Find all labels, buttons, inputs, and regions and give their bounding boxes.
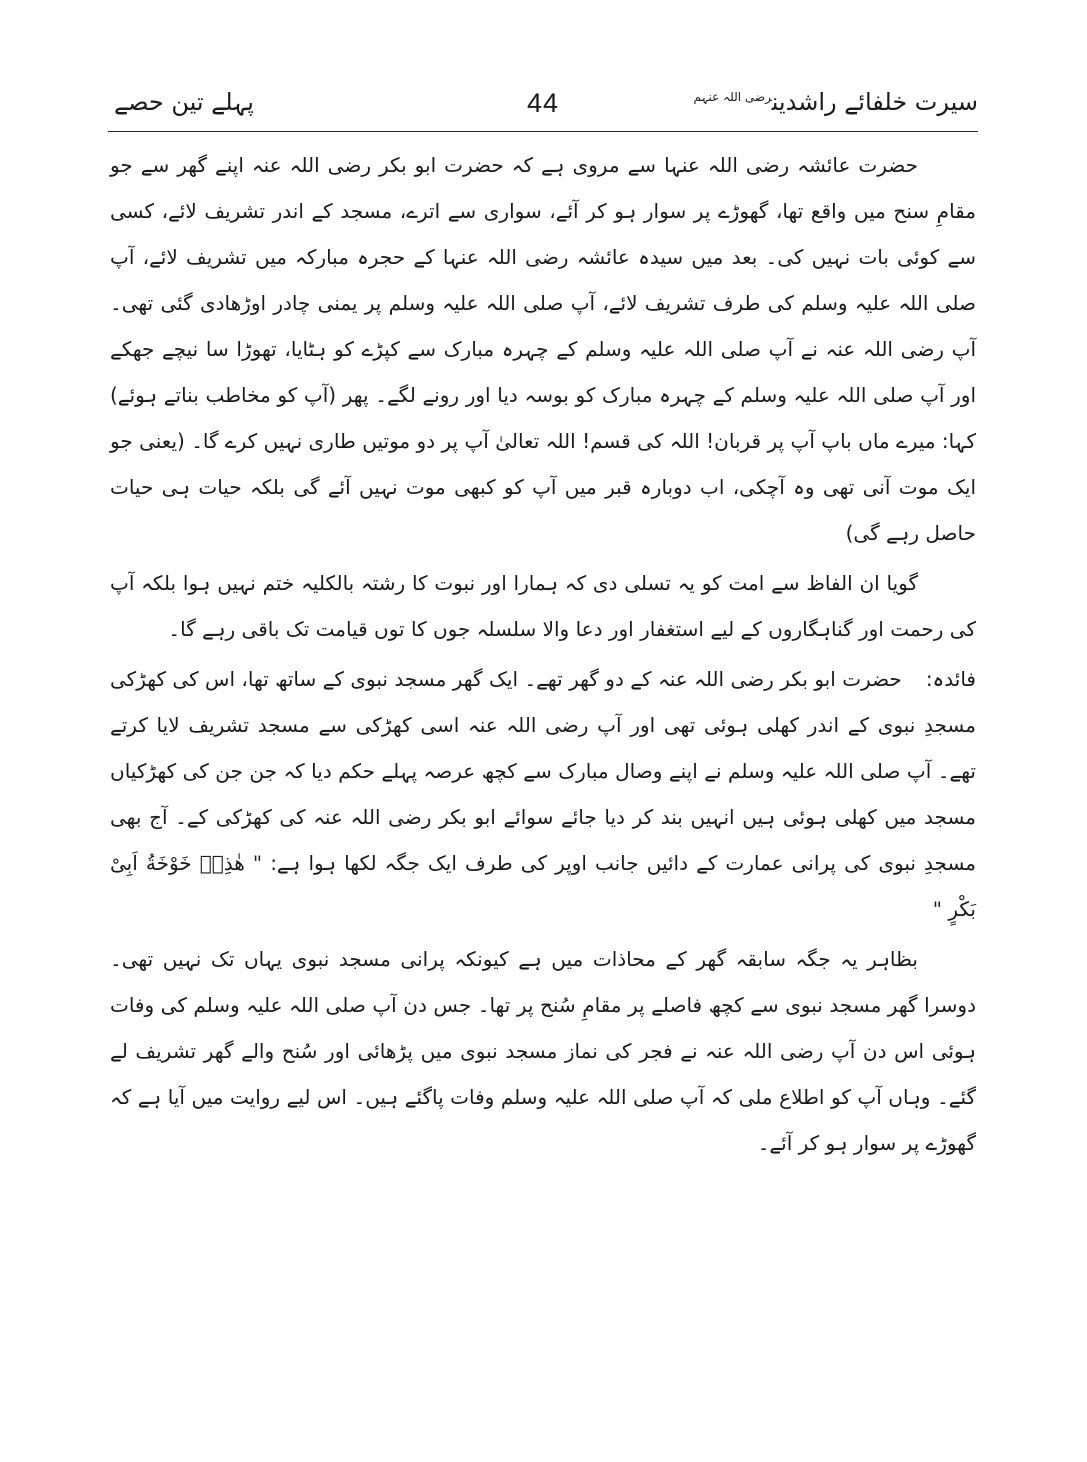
- book-title-text: سیرت خلفائے راشدین: [771, 88, 978, 116]
- paragraph-2: گویا ان الفاظ سے امت کو یہ تسلی دی کہ ہمارا اور نبوت کا رشتہ بالکلیہ ختم نہیں ہوا بلکہ آپ کی رحمت اور گناہگاروں کے لیے استغفار اور دعا والا سلسلہ جوں کا توں قیامت تک باقی رہے گا۔: [110, 571, 976, 641]
- paragraph-4: بظاہر یہ جگہ سابقہ گھر کے محاذات میں ہے کیونکہ پرانی مسجد نبوی یہاں تک نہیں تھی۔ دوسرا گھر مسجد نبوی سے کچھ فاصلے پر مقامِ سُنح پر تھا۔ جس دن آپ صلی اللہ علیہ وسلم کی وفات ہوئی اس دن آپ رضی اللہ عنہ نے فجر کی نماز مسجد نبوی میں پڑھائی اور سُنح والے گھر تشریف لے گئے۔ وہاں آپ کو اطلاع ملی کہ آپ صلی اللہ علیہ وسلم وفات پاگئے ہیں۔ اس لیے روایت میں آیا ہے کہ گھوڑے پر سوار ہو کر آئے۔: [110, 947, 976, 1155]
- page-header: [108, 86, 978, 126]
- arabic-inscription: " هٰذِهٖ خَوْخَةُ اَبِیْ بَکْرٍ ": [110, 851, 976, 921]
- header-divider: [108, 131, 978, 132]
- note-label: فائدہ:: [925, 667, 976, 691]
- paragraph-3: [110, 656, 976, 932]
- paragraph-1: حضرت عائشہ رضی اللہ عنہا سے مروی ہے کہ حضرت ابو بکر رضی اللہ عنہ اپنے گھر سے جو مقامِ سنح میں واقع تھا، گھوڑے پر سوار ہو کر آئے، سواری سے اترے، مسجد کے اندر تشریف لائے، کسی سے کوئی بات نہیں کی۔ بعد میں سیدہ عائشہ رضی اللہ عنہا کے حجرہ مبارکہ میں تشریف لائے، آپ صلی اللہ علیہ وسلم کی طرف تشریف لائے، آپ صلی اللہ علیہ وسلم پر یمنی چادر اوڑھادی گئی تھی۔ آپ رضی اللہ عنہ نے آپ صلی اللہ علیہ وسلم کے چہرہ مبارک سے کپڑے کو ہٹایا، تھوڑا سا نیچے جھکے اور آپ صلی اللہ علیہ وسلم کے چہرہ مبارک کو بوسہ دیا اور رونے لگے۔ پھر (آپ کو مخاطب بناتے ہوئے) کہا: میرے ماں باپ آپ پر قربان! اللہ کی قسم! اللہ تعالیٰ آپ پر دو موتیں طاری نہیں کرے گا۔ (یعنی جو ایک موت آنی تھی وہ آچکی، اب دوبارہ قبر میں آپ کو کبھی موت نہیں آئے گی بلکہ حیات ہی حیات حاصل رہے گی): [110, 153, 976, 545]
- page-number: 44: [526, 88, 560, 118]
- body-text: [110, 142, 976, 1166]
- paragraph-3-text: حضرت ابو بکر رضی اللہ عنہ کے دو گھر تھے۔ ایک گھر مسجد نبوی کے ساتھ تھا، اس کی کھڑکی مسجدِ نبوی کے اندر کھلی ہوئی تھی اور آپ رضی اللہ عنہ اسی کھڑکی سے مسجد تشریف لایا کرتے تھے۔ آپ صلی اللہ علیہ وسلم نے اپنے وصال مبارک سے کچھ عرصہ پہلے حکم دیا کہ جن جن کی کھڑکیاں مسجد میں کھلی ہوئی ہیں انہیں بند کر دیا جائے سوائے ابو بکر رضی اللہ عنہ کی کھڑکی کے۔ آج بھی مسجدِ نبوی کی پرانی عمارت کے دائیں جانب اوپر کی طرف ایک جگہ لکھا ہوا ہے:: [110, 667, 976, 875]
- honorific-mark: رضی اللہ عنہم: [693, 90, 772, 104]
- section-name: پہلے تین حصے: [114, 88, 254, 116]
